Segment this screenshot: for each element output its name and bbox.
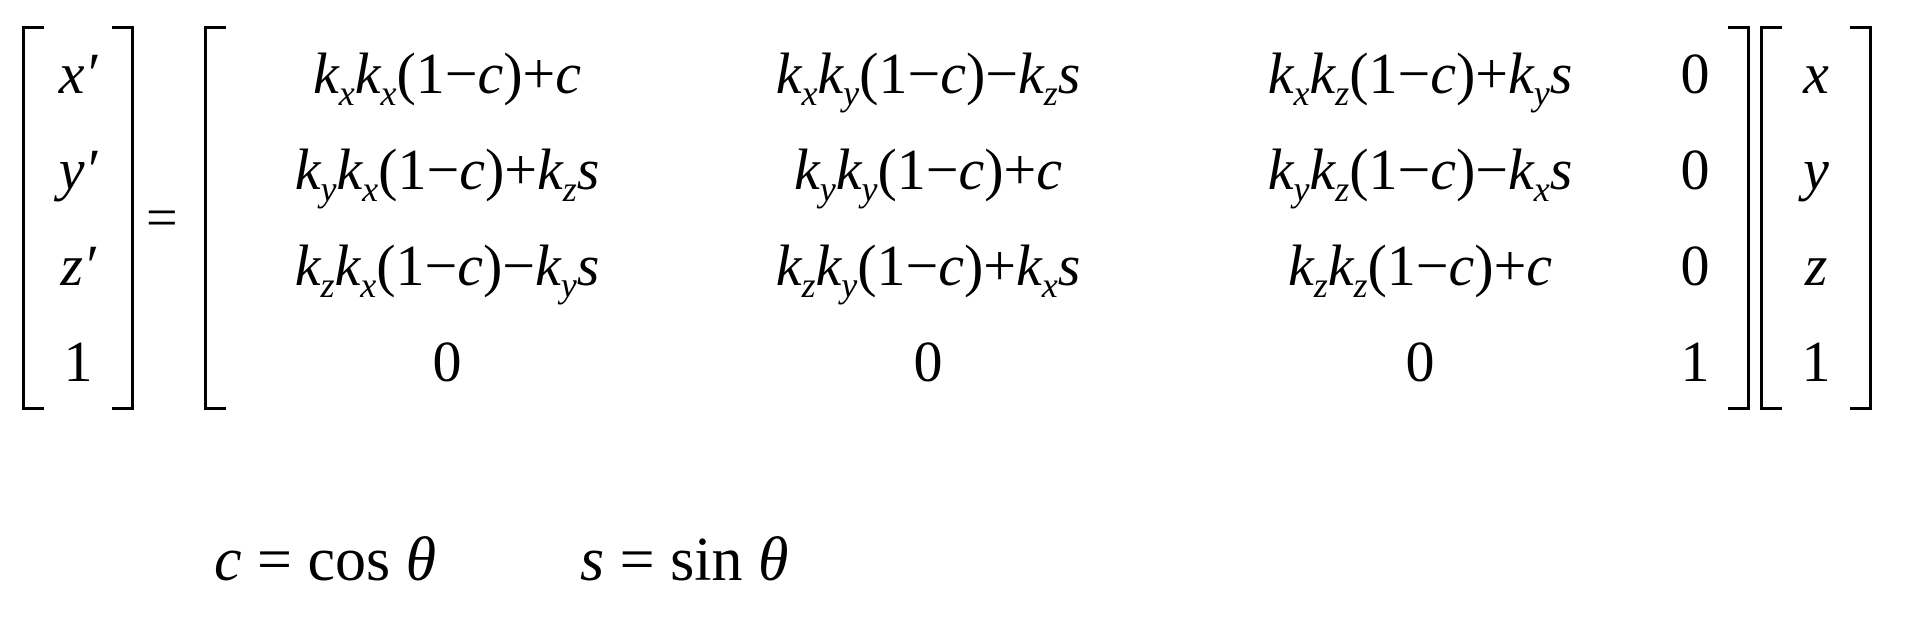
rotation-matrix [204, 26, 1750, 410]
lhs-entry: y′ [58, 137, 98, 202]
rhs-entry: z [1804, 233, 1828, 298]
matrix-entry: $k_zk_y(1-c)+k_xs$ [775, 233, 1081, 305]
equals-sign: = [146, 187, 178, 249]
matrix-entry: 0 [1680, 137, 1710, 202]
matrix-entry: $k_yk_z(1-c)-k_xs$ [1267, 137, 1573, 209]
matrix-entry: 0 [913, 329, 943, 394]
lhs-vector [22, 26, 134, 410]
matrix-entry: $k_yk_y(1-c)+c$ [793, 137, 1063, 209]
matrix-entry: 1 [1680, 329, 1710, 394]
matrix-entry: 0 [432, 329, 462, 394]
sin-definition: s = sin θ [580, 526, 789, 594]
matrix-entry: 0 [1680, 41, 1710, 106]
lhs-entry: 1 [63, 329, 93, 394]
matrix-entry: $k_xk_x(1-c)+c$ [312, 41, 582, 113]
matrix-entry: 0 [1680, 233, 1710, 298]
lhs-entry: z′ [60, 233, 96, 298]
matrix-entry: $k_xk_z(1-c)+k_ys$ [1267, 41, 1573, 113]
lhs-entry: x′ [58, 41, 98, 106]
matrix-entry: $k_zk_x(1-c)-k_ys$ [294, 233, 600, 305]
rhs-entry: x [1803, 41, 1829, 106]
matrix-entry: $k_zk_z(1-c)+c$ [1287, 233, 1553, 305]
rhs-entry: y [1803, 137, 1829, 202]
matrix-entry: $k_yk_x(1-c)+k_zs$ [294, 137, 600, 209]
cos-definition: c = cos θ [214, 526, 437, 594]
matrix-entry: 0 [1405, 329, 1435, 394]
matrix-entry: $k_xk_y(1-c)-k_zs$ [775, 41, 1081, 113]
matrix-right-bracket [1728, 26, 1750, 410]
rhs-vector [1760, 26, 1872, 410]
rhs-entry: 1 [1801, 329, 1831, 394]
